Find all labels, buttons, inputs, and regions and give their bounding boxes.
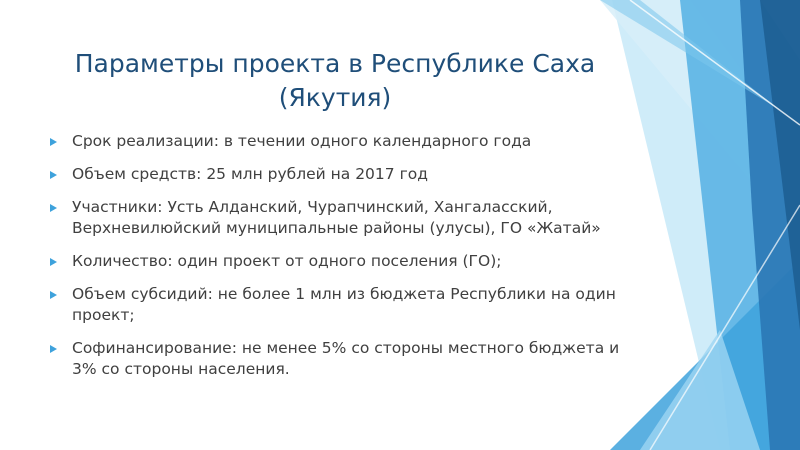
bullet-text: Количество: один проект от одного поселения (ГО); <box>72 252 502 270</box>
bullet-list <box>48 131 648 392</box>
triangle-bullet-icon <box>50 171 57 179</box>
bullet-item-cofinancing <box>48 338 648 380</box>
triangle-bullet-icon <box>50 204 57 212</box>
bullet-text: Срок реализации: в течении одного календарного года <box>72 132 532 150</box>
triangle-bullet-icon <box>50 138 57 146</box>
bullet-item-term <box>48 131 648 152</box>
triangle-bullet-icon <box>50 291 57 299</box>
bullet-text: Софинансирование: не менее 5% со стороны местного бюджета и 3% со стороны населения. <box>72 339 620 378</box>
slide-title-line-2: (Якутия) <box>278 83 392 112</box>
triangle-bullet-icon <box>50 345 57 353</box>
bullet-item-quantity <box>48 251 648 272</box>
bullet-text: Объем субсидий: не более 1 млн из бюджета Республики на один проект; <box>72 285 616 324</box>
slide-title-line-1: Параметры проекта в Республике Саха <box>74 49 596 78</box>
bullet-text: Участники: Усть Алданский, Чурапчинский, Хангаласский, Верхневилюйский муниципальные районы (улусы), ГО «Жатай» <box>72 198 601 237</box>
bullet-item-funds <box>48 164 648 185</box>
bullet-item-subsidy <box>48 284 648 326</box>
bullet-text: Объем средств: 25 млн рублей на 2017 год <box>72 165 428 183</box>
bullet-item-participants <box>48 197 648 239</box>
triangle-bullet-icon <box>50 258 57 266</box>
slide-title <box>40 47 630 115</box>
